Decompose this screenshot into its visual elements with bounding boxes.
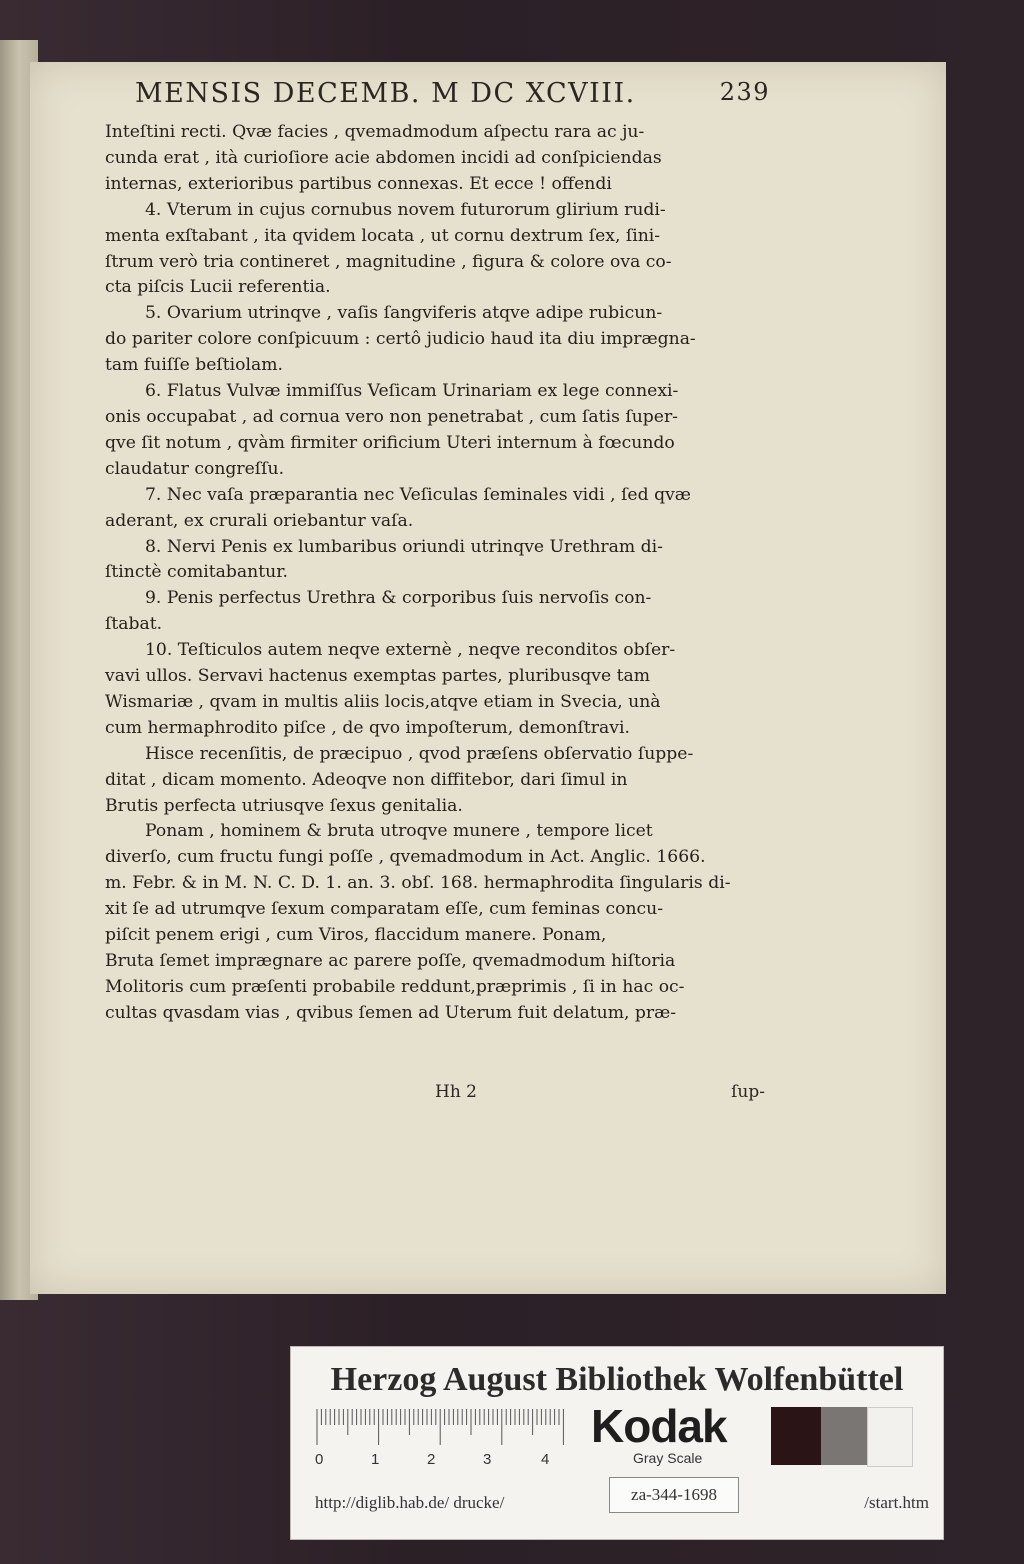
- text-line: do pariter colore conſpicuum : certô judicio haud ita diu imprægna-: [105, 329, 696, 350]
- scan-target-card: [290, 1346, 944, 1540]
- body-text: [105, 120, 765, 1027]
- text-line: Molitoris cum præſenti probabile reddunt,præprimis , ſi in hac oc-: [105, 976, 685, 997]
- text-line: piſcit penem erigi , cum Viros, flaccidum manere. Ponam,: [105, 925, 607, 946]
- signature-mark: Hh 2: [435, 1082, 477, 1102]
- text-line: xit ſe ad utrumqve ſexum comparatam eſſe, cum feminas concu-: [105, 899, 664, 920]
- kodak-logo: Kodak: [591, 1400, 727, 1452]
- text-line: aderant, ex crurali oriebantur vaſa.: [105, 510, 414, 531]
- text-line: tam fuiſſe beſtiolam.: [105, 355, 283, 376]
- ruler-number: 1: [371, 1451, 380, 1468]
- gray-swatch-mid: [821, 1407, 867, 1465]
- running-head: [135, 78, 770, 109]
- text-line: cultas qvasdam vias , qvibus ſemen ad Uterum fuit delatum, præ-: [105, 1002, 677, 1023]
- text-line: m. Febr. & in M. N. C. D. 1. an. 3. obſ. 168. hermaphrodita ſingularis di-: [105, 873, 731, 894]
- ruler-scale: [313, 1407, 569, 1447]
- gray-swatch-dark: [771, 1407, 821, 1465]
- ruler-number: 3: [483, 1451, 492, 1468]
- text-line: Wismariæ , qvam in multis aliis locis,atqve etiam in Svecia, unà: [105, 691, 661, 712]
- text-line: ditat , dicam momento. Adeoqve non diffitebor, dari ſimul in: [105, 769, 628, 790]
- text-line: menta exſtabant , ita qvidem locata , ut cornu dextrum ſex, ſini-: [105, 225, 661, 246]
- page-number: 239: [719, 78, 770, 106]
- text-line: vavi ullos. Servavi hactenus exemptas partes, pluribusqve tam: [105, 666, 651, 687]
- catchword: ſup-: [731, 1082, 765, 1102]
- text-line: ſtabat.: [105, 614, 163, 635]
- ruler-number: 0: [315, 1451, 324, 1468]
- text-line: Hisce recenſitis, de præcipuo , qvod præſens obſervatio ſuppe-: [145, 743, 694, 764]
- text-line: Brutis perfecta utriusqve ſexus genitalia.: [105, 795, 463, 816]
- text-line: 9. Penis perfectus Urethra & corporibus ſuis nervoſis con-: [145, 588, 652, 609]
- text-line: 4. Vterum in cujus cornubus novem futurorum glirium rudi-: [145, 199, 666, 220]
- text-line: 7. Nec vaſa præparantia nec Veſiculas ſeminales vidi , ſed qvæ: [145, 484, 691, 505]
- running-head-title: MENSIS DECEMB. M DC XCVIII.: [135, 78, 636, 109]
- library-url: http://diglib.hab.de/ drucke/: [315, 1493, 505, 1512]
- text-line: cunda erat , ità curioſiore acie abdomen incidi ad conſpiciendas: [105, 147, 662, 168]
- library-title: Herzog August Bibliothek Wolfenbüttel: [330, 1361, 904, 1398]
- text-line: Bruta ſemet imprægnare ac parere poſſe, qvemadmodum hiſtoria: [105, 951, 676, 971]
- text-line: 8. Nervi Penis ex lumbaribus oriundi utrinqve Urethram di-: [145, 536, 663, 557]
- ruler-number: 4: [541, 1451, 550, 1468]
- shelfmark: za-344-1698: [609, 1477, 739, 1513]
- text-line: internas, exterioribus partibus connexas. Et ecce ! offendi: [105, 173, 612, 194]
- text-line: Inteſtini recti. Qvæ facies , qvemadmodum aſpectu rara ac ju-: [105, 122, 645, 142]
- ruler-number: 2: [427, 1451, 436, 1468]
- text-line: cta piſcis Lucii referentia.: [105, 277, 331, 298]
- text-line: ſtrum verò tria contineret , magnitudine , figura & colore ova co-: [105, 251, 672, 272]
- text-line: diverſo, cum fructu fungi poſſe , qvemadmodum in Act. Anglic. 1666.: [105, 847, 706, 868]
- text-line: 6. Flatus Vulvæ immiſſus Veſicam Urinariam ex lege connexi-: [145, 381, 679, 402]
- gray-swatch-light: [867, 1407, 913, 1467]
- text-line: Ponam , hominem & bruta utroqve munere , tempore licet: [145, 821, 653, 842]
- text-line: ſtinctè comitabantur.: [105, 562, 289, 583]
- start-link-text: /start.htm: [864, 1493, 929, 1512]
- text-line: claudatur congreſſu.: [105, 458, 285, 479]
- text-line: 5. Ovarium utrinqve , vaſis ſangviferis atqve adipe rubicun-: [145, 303, 663, 324]
- text-line: qve ſit notum , qvàm firmiter orificium Uteri internum à fœcundo: [105, 432, 675, 453]
- text-line: 10. Teſticulos autem neqve externè , neqve reconditos obſer-: [145, 640, 676, 661]
- text-line: onis occupabat , ad cornua vero non penetrabat , cum ſatis ſuper-: [105, 406, 678, 427]
- gray-scale-label: Gray Scale: [633, 1450, 703, 1466]
- text-line: cum hermaphrodito piſce , de qvo impoſterum, demonſtravi.: [105, 717, 630, 738]
